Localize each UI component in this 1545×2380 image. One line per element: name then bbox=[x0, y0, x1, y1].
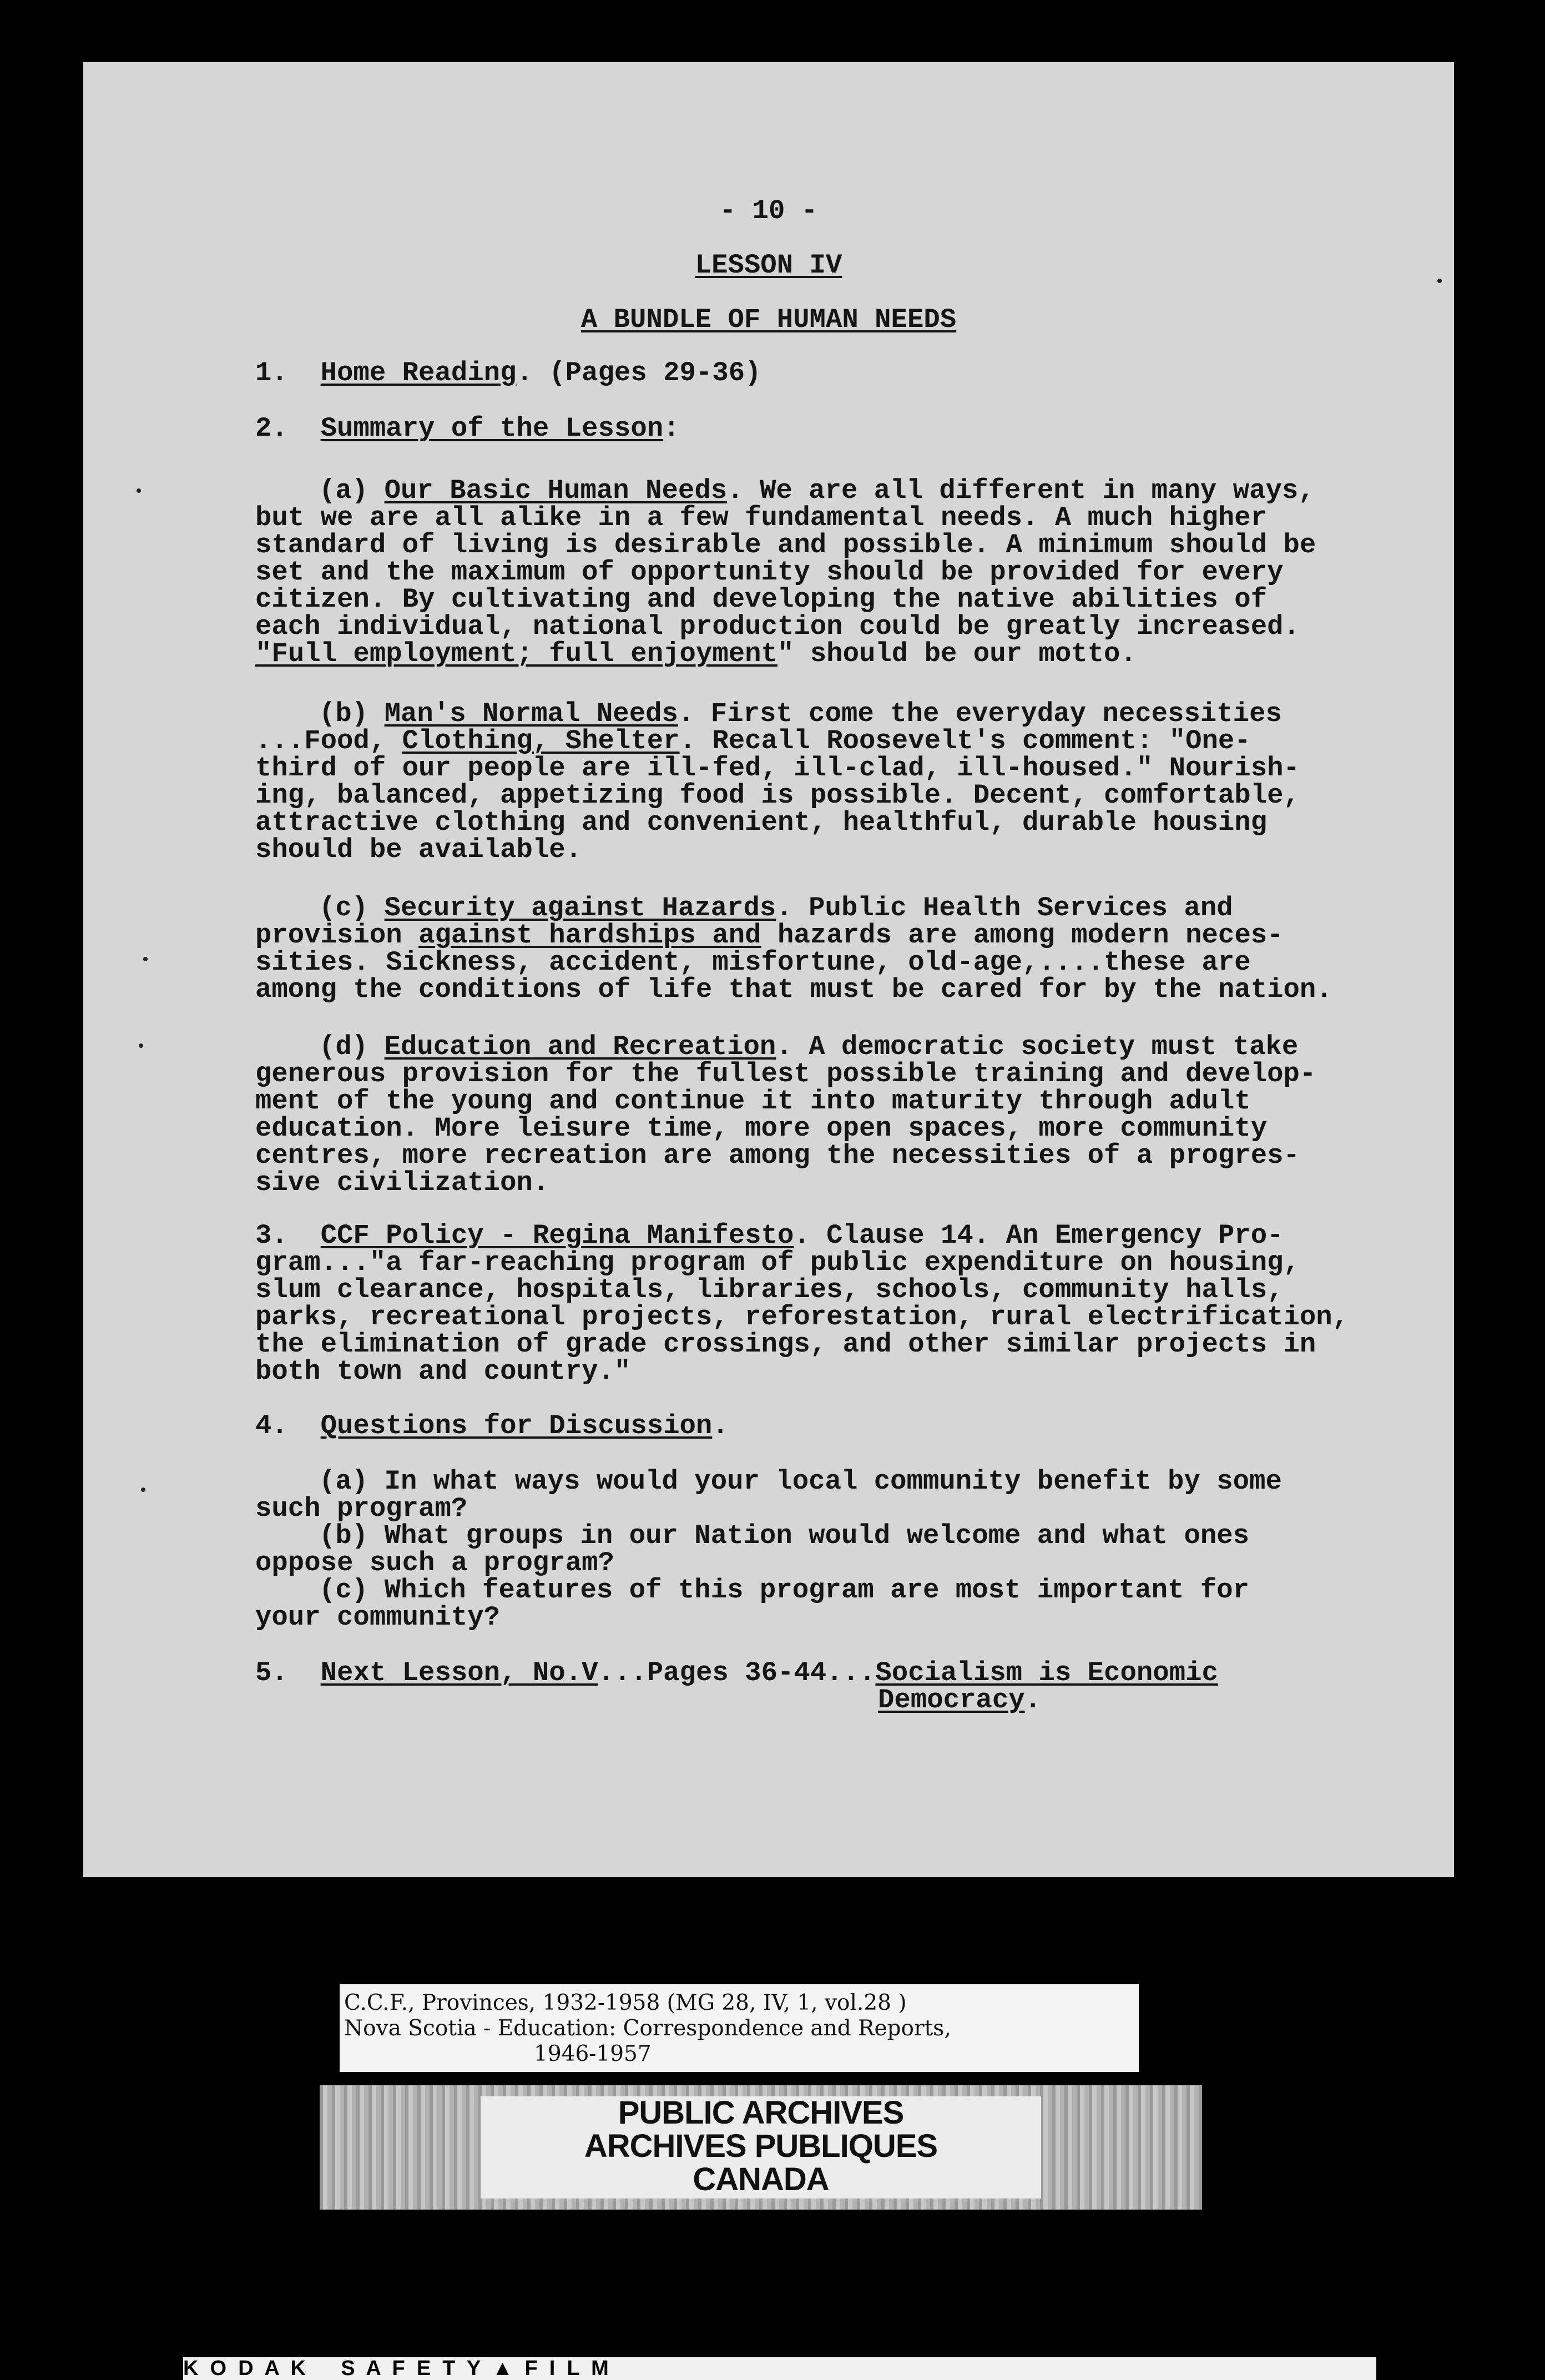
public-archives-stamp-text bbox=[481, 2096, 1041, 2199]
speck-mark bbox=[139, 1043, 143, 1048]
archive-label-line-2: Nova Scotia - Education: Correspondence and Reports, bbox=[344, 2016, 951, 2041]
speck-mark bbox=[141, 1488, 145, 1492]
archive-label-card bbox=[340, 1984, 1139, 2072]
lesson-number: LESSON IV bbox=[695, 250, 842, 281]
section-1: 1. Home Reading. (Pages 29-36) bbox=[255, 357, 761, 389]
stamp-line-3: CANADA bbox=[693, 2161, 829, 2197]
document-page bbox=[83, 62, 1454, 1877]
speck-mark bbox=[137, 488, 141, 493]
film-edge-marking: K O D A K S A F E T Y ▲ F I L M bbox=[183, 2357, 1376, 2380]
speck-mark bbox=[1437, 279, 1442, 283]
stamp-line-2: ARCHIVES PUBLIQUES bbox=[584, 2128, 938, 2164]
archive-label-line-3: 1946-1957 bbox=[534, 2041, 652, 2066]
speck-mark bbox=[143, 957, 148, 961]
lesson-document: - 10 - LESSON IV A BUNDLE OF HUMAN NEEDS 1. Home Reading. (Pages 29-36) 2. Summary of the Lesson: (a) Our Basic Human Needs. We are all different in many ways, but we are all alike in a few fundamental needs. A much higher standard of living is desirable and possible. A minimum should be set and the maximum of opportunity should be provided for every citizen. By cultivating and developing the native abilities of each individual, national production could be greatly increased. "Full employment; full enjoyment" should be our motto. (b) Man's Normal Needs. First come the everyday necessities ...Food, Clothing, Shelter. Recall Roosevelt's comment: "One- third of our people are ill-fed, ill-clad, ill-housed." Nourish- ing, balanced, appetizing food is possible. Decent, comfortable, attractive clothing and convenient, healthful, durable housing should be available. (c) Security against Hazards. Public Health Services and provision against hardships and hazards are among modern neces- sities. Sickness, accident, misfortune, old-age,....these are among the conditions of life that must be cared for by the nation. (d) Education and Recreation. A democratic society must take generous provision for the fullest possible training and develop- ment of the young and continue it into maturity through adult education. More leisure time, more open spaces, more community centres, more recreation are among the necessities of a progres- sive civilization. 3. CCF Policy - Regina Manifesto. Clause 14. An Emergency Pro- gram..."a far-reaching program of public expenditure on housing, slum clearance, hospitals, libraries, schools, community halls, parks, recreational projects, reforestation, rural electrification, the elimination of grade crossings, and other similar projects in both town and country." 4. Questions for Discussion. (a) In what ways would your local community benefit by some such program? (b) What groups in our Nation would welcome and what ones oppose such a program? (c) Which features of this program are most important for your community? 5. Next Lesson, No.V...Pages 36-44...Socialism is Economic Democracy. bbox=[83, 62, 1454, 1877]
public-archives-stamp bbox=[320, 2085, 1202, 2210]
archive-label-line-1: C.C.F., Provinces, 1932-1958 (MG 28, IV, 1, vol.28 ) bbox=[344, 1990, 907, 2015]
stamp-line-1: PUBLIC ARCHIVES bbox=[618, 2095, 904, 2131]
page-number: - 10 - bbox=[719, 195, 818, 226]
lesson-title: A BUNDLE OF HUMAN NEEDS bbox=[580, 304, 957, 335]
section-2: 2. Summary of the Lesson: bbox=[255, 413, 680, 444]
